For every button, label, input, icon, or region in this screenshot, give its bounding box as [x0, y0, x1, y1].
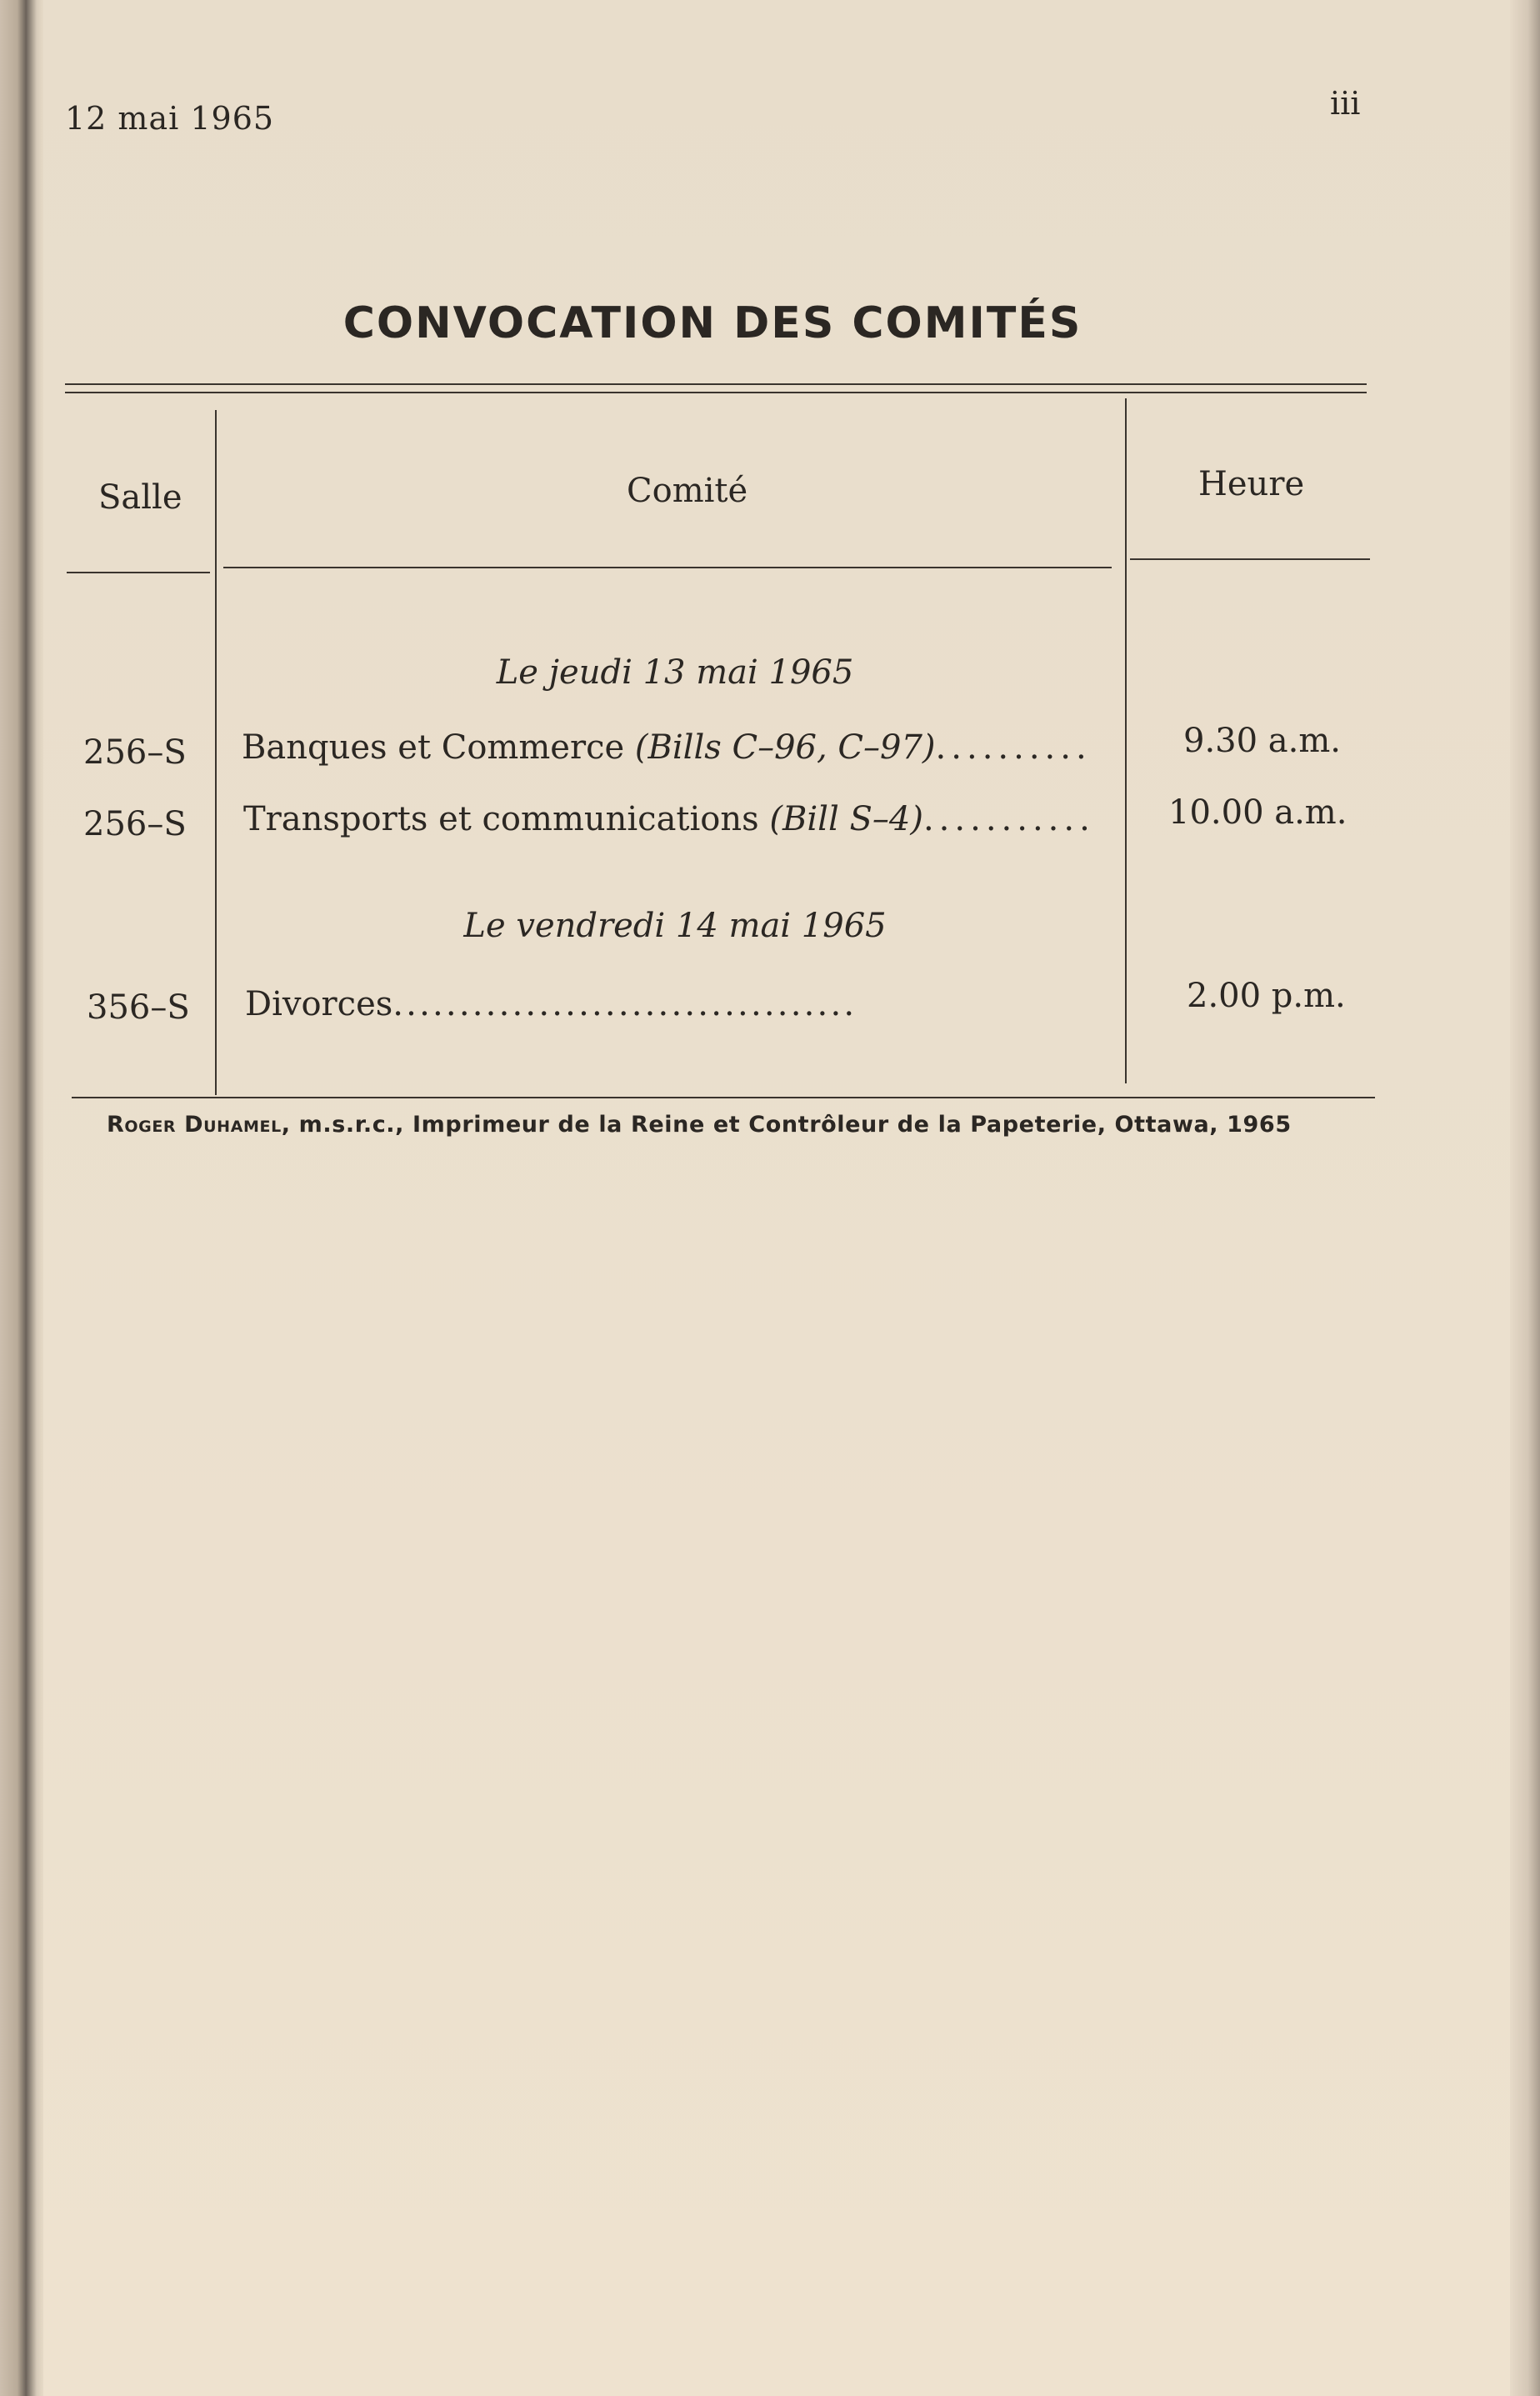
- committee-cell: [243, 800, 1095, 838]
- column-header-room: Salle: [98, 478, 182, 517]
- table-top-rule-2: [65, 392, 1367, 393]
- time-cell: 10.00 a.m.: [1168, 793, 1348, 832]
- dot-leader: ...................................: [392, 985, 858, 1023]
- running-header-date: 12 mai 1965: [65, 100, 275, 137]
- column-divider-2: [1125, 398, 1127, 1083]
- day-heading: Le vendredi 14 mai 1965: [463, 907, 887, 945]
- table-top-rule: [65, 383, 1367, 385]
- committee-cell: [245, 985, 857, 1023]
- time-cell: 9.30 a.m.: [1183, 722, 1341, 760]
- room-cell: 256–S: [83, 805, 187, 843]
- page-edge: [1510, 0, 1540, 2396]
- header-rule-time: [1130, 558, 1370, 560]
- committee-name: Banques et Commerce: [242, 728, 635, 767]
- table-bottom-rule: [72, 1097, 1375, 1098]
- printer-imprint: [107, 1112, 1292, 1138]
- committee-name: Transports et communications: [243, 800, 770, 838]
- book-gutter: [0, 0, 43, 2396]
- printer-name: Roger Duhamel,: [107, 1112, 291, 1138]
- time-cell: 2.00 p.m.: [1187, 977, 1346, 1015]
- column-header-committee: Comité: [627, 472, 748, 510]
- column-header-time: Heure: [1198, 465, 1305, 503]
- committee-bills: (Bills C–96, C–97): [634, 728, 936, 767]
- dot-leader: ..........: [935, 728, 1092, 767]
- header-rule-committee: [223, 567, 1112, 568]
- imprint-text: m.s.r.c., Imprimeur de la Reine et Contrôleur de la Papeterie, Ottawa, 1965: [290, 1112, 1292, 1138]
- committee-bills: (Bill S–4): [769, 800, 923, 838]
- committee-cell: [242, 728, 1092, 767]
- day-heading: Le jeudi 13 mai 1965: [496, 653, 854, 692]
- column-divider-1: [215, 410, 217, 1095]
- committee-name: Divorces: [245, 985, 393, 1023]
- header-rule-room: [67, 572, 210, 573]
- room-cell: 356–S: [87, 988, 190, 1027]
- page-title: CONVOCATION DES COMITÉS: [342, 298, 1082, 348]
- dot-leader: ...........: [922, 800, 1095, 838]
- room-cell: 256–S: [83, 733, 187, 772]
- page-number: iii: [1330, 85, 1361, 122]
